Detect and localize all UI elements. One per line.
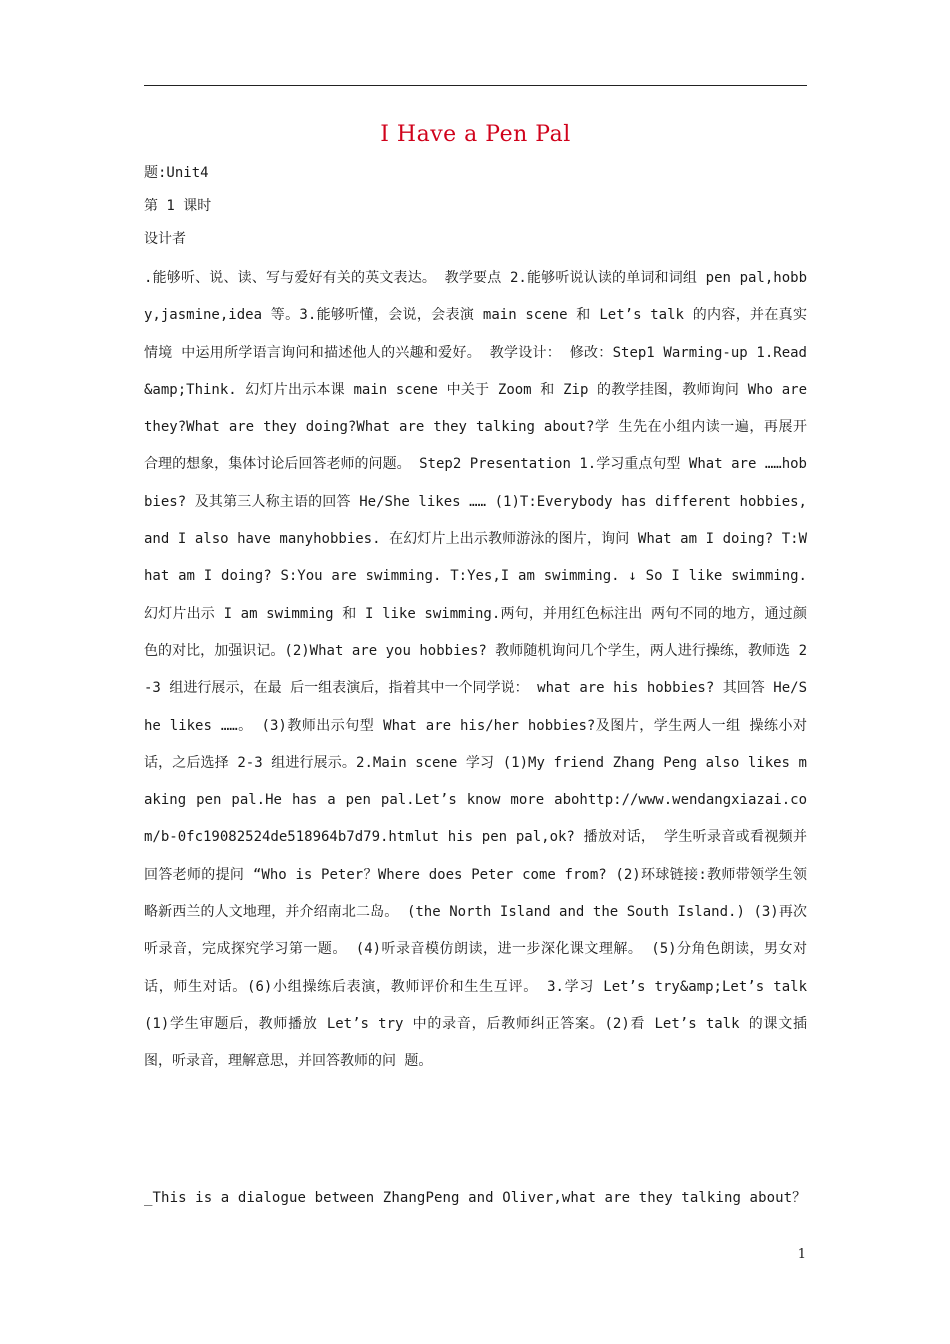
topic-line: 题:Unit4 [144, 165, 209, 181]
header-rule [144, 85, 807, 86]
closing-line: _This is a dialogue between ZhangPeng and Oliver,what are they talking about？ [144, 1190, 807, 1206]
document-title: I Have a Pen Pal [380, 122, 571, 147]
body-paragraph: .能够听、说、读、写与爱好有关的英文表达。 教学要点 2.能够听说认读的单词和词组 pen pal,hobby,jasmine,idea 等。3.能够听懂，会说，会表演 main scene 和 Let’s talk 的内容，并在真实情境 中运用所学语言询问和描述他人的兴趣和爱好。 教学设计： 修改：Step1 Warming-up 1.Read &amp;Think. 幻灯片出示本课 main scene 中关于 Zoom 和 Zip 的教学挂图，教师询问 Who are they?What are they doing?What are they talking about?学 生先在小组内读一遍，再展开合理的想象，集体讨论后回答老师的问题。 Step2 Presentation 1.学习重点句型 What are ……hobbies? 及其第三人称主语的回答 He/She likes …… (1)T:Everybody has different hobbies,and I also have manyhobbies. 在幻灯片上出示教师游泳的图片，询问 What am I doing? T:What am I doing? S:You are swimming. T:Yes,I am swimming. ↓ So I like swimming. 幻灯片出示 I am swimming 和 I like swimming.两句，并用红色标注出 两句不同的地方，通过颜色的对比，加强识记。(2)What are you hobbies? 教师随机询问几个学生，两人进行操练，教师选 2-3 组进行展示，在最 后一组表演后，指着其中一个同学说： what are his hobbies? 其回答 He/She likes ……。 (3)教师出示句型 What are his/her hobbies?及图片，学生两人一组 操练小对话，之后选择 2-3 组进行展示。2.Main scene 学习 (1)My friend Zhang Peng also likes making pen pal.He has a pen pal.Let’s know more abohttp://www.wendangxiazai.com/b-0fc19082524de518964b7d79.htmlut his pen pal,ok? 播放对话， 学生听录音或看视频并回答老师的提问 “Who is Peter？Where does Peter come from? (2)环球链接:教师带领学生领略新西兰的人文地理，并介绍南北二岛。 (the North Island and the South Island.) (3)再次听录音，完成探究学习第一题。 (4)听录音模仿朗读，进一步深化课文理解。 (5)分角色朗读，男女对话，师生对话。(6)小组操练后表演，教师评价和生生互评。 3.学习 Let’s try&amp;Let’s talk (1)学生审题后，教师播放 Let’s try 中的录音，后教师纠正答案。(2)看 Let’s talk 的课文插图，听录音，理解意思，并回答教师的问 题。 [144, 270, 807, 1070]
page-number: 1 [797, 1247, 806, 1262]
designer-line: 设计者 [144, 231, 186, 247]
lesson-line: 第 1 课时 [144, 198, 212, 214]
